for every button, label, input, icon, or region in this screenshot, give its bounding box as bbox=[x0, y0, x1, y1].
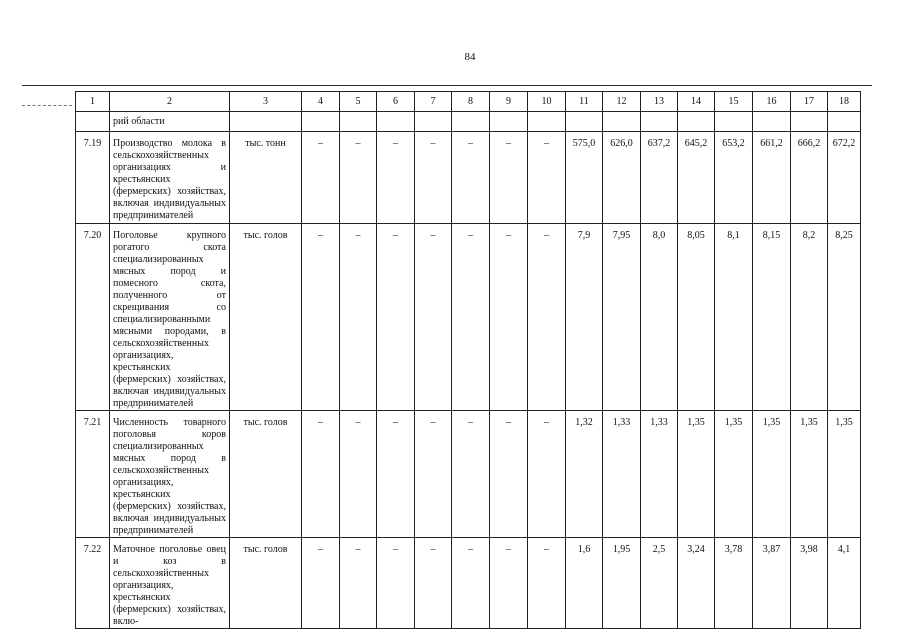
value-cell: – bbox=[415, 538, 452, 629]
cell-empty bbox=[377, 112, 415, 132]
value-cell: – bbox=[415, 411, 452, 538]
value-cell: 4,1 bbox=[828, 538, 861, 629]
table-row bbox=[76, 538, 861, 629]
column-header-15: 15 bbox=[715, 92, 753, 112]
value-cell: – bbox=[340, 132, 377, 224]
value-cell: 1,35 bbox=[828, 411, 861, 538]
value-cell: 645,2 bbox=[678, 132, 715, 224]
row-number: 7.22 bbox=[76, 538, 110, 629]
column-header-10: 10 bbox=[528, 92, 566, 112]
value-cell: – bbox=[340, 538, 377, 629]
cell-empty bbox=[715, 112, 753, 132]
value-cell: 1,33 bbox=[641, 411, 678, 538]
row-number: 7.19 bbox=[76, 132, 110, 224]
indicators-table bbox=[75, 91, 861, 629]
value-cell: 3,87 bbox=[753, 538, 791, 629]
column-header-5: 5 bbox=[340, 92, 377, 112]
value-cell: 1,32 bbox=[566, 411, 603, 538]
value-cell: 3,24 bbox=[678, 538, 715, 629]
value-cell: – bbox=[452, 224, 490, 411]
value-cell: – bbox=[377, 538, 415, 629]
value-cell: – bbox=[415, 224, 452, 411]
cell-empty bbox=[230, 112, 302, 132]
column-header-4: 4 bbox=[302, 92, 340, 112]
cell-empty bbox=[490, 112, 528, 132]
cell-empty bbox=[415, 112, 452, 132]
column-header-12: 12 bbox=[603, 92, 641, 112]
table-row bbox=[76, 224, 861, 411]
value-cell: 1,35 bbox=[715, 411, 753, 538]
value-cell: 637,2 bbox=[641, 132, 678, 224]
cell-empty bbox=[528, 112, 566, 132]
column-header-6: 6 bbox=[377, 92, 415, 112]
row-number: 7.20 bbox=[76, 224, 110, 411]
value-cell: 8,1 bbox=[715, 224, 753, 411]
cell-empty bbox=[340, 112, 377, 132]
cell-empty bbox=[791, 112, 828, 132]
value-cell: – bbox=[490, 538, 528, 629]
value-cell: 7,95 bbox=[603, 224, 641, 411]
value-cell: – bbox=[528, 538, 566, 629]
value-cell: 666,2 bbox=[791, 132, 828, 224]
indicator-name: Поголовье крупного рогатого скота специализированных мясных пород и помесного скота, полученного от скрещивания со специализированными мясными породами, в сельскохозяйственных организациях, крестьянских (фермерских) хозяйствах, включая индивидуальных предпринимателей bbox=[110, 224, 230, 411]
value-cell: 575,0 bbox=[566, 132, 603, 224]
value-cell: 1,95 bbox=[603, 538, 641, 629]
value-cell: – bbox=[452, 132, 490, 224]
value-cell: – bbox=[452, 538, 490, 629]
value-cell: 8,2 bbox=[791, 224, 828, 411]
value-cell: 672,2 bbox=[828, 132, 861, 224]
column-number-header bbox=[76, 92, 861, 112]
column-header-14: 14 bbox=[678, 92, 715, 112]
value-cell: – bbox=[302, 411, 340, 538]
cell-empty bbox=[76, 112, 110, 132]
indicator-name: Численность товарного поголовья коров специализированных мясных пород в сельскохозяйственных организациях, крестьянских (фермерских) хозяйствах, включая индивидуальных предпринимателей bbox=[110, 411, 230, 538]
cell-empty bbox=[678, 112, 715, 132]
column-header-1: 1 bbox=[76, 92, 110, 112]
column-header-7: 7 bbox=[415, 92, 452, 112]
value-cell: 8,25 bbox=[828, 224, 861, 411]
value-cell: – bbox=[528, 411, 566, 538]
indicator-name: Маточное поголовье овец и коз в сельскохозяйственных организациях, крестьянских (фермерских) хозяйствах, вклю- bbox=[110, 538, 230, 629]
column-header-8: 8 bbox=[452, 92, 490, 112]
value-cell: – bbox=[415, 132, 452, 224]
value-cell: 1,6 bbox=[566, 538, 603, 629]
continuation-text: рий области bbox=[110, 112, 230, 132]
value-cell: 1,35 bbox=[753, 411, 791, 538]
value-cell: – bbox=[452, 411, 490, 538]
column-header-13: 13 bbox=[641, 92, 678, 112]
value-cell: 2,5 bbox=[641, 538, 678, 629]
unit-of-measure: тыс. голов bbox=[230, 224, 302, 411]
top-rule bbox=[22, 85, 872, 86]
page-number: 84 bbox=[464, 51, 476, 63]
column-header-16: 16 bbox=[753, 92, 791, 112]
column-header-2: 2 bbox=[110, 92, 230, 112]
column-header-9: 9 bbox=[490, 92, 528, 112]
value-cell: – bbox=[490, 411, 528, 538]
value-cell: – bbox=[340, 411, 377, 538]
cell-empty bbox=[452, 112, 490, 132]
value-cell: – bbox=[490, 224, 528, 411]
value-cell: – bbox=[377, 132, 415, 224]
cell-empty bbox=[566, 112, 603, 132]
value-cell: 3,78 bbox=[715, 538, 753, 629]
unit-of-measure: тыс. голов bbox=[230, 538, 302, 629]
value-cell: – bbox=[302, 538, 340, 629]
value-cell: – bbox=[377, 224, 415, 411]
continuation-row bbox=[76, 112, 861, 132]
value-cell: – bbox=[302, 132, 340, 224]
value-cell: 8,05 bbox=[678, 224, 715, 411]
value-cell: – bbox=[377, 411, 415, 538]
value-cell: 1,35 bbox=[791, 411, 828, 538]
unit-of-measure: тыс. тонн bbox=[230, 132, 302, 224]
column-header-11: 11 bbox=[566, 92, 603, 112]
cell-empty bbox=[828, 112, 861, 132]
value-cell: – bbox=[490, 132, 528, 224]
column-header-17: 17 bbox=[791, 92, 828, 112]
value-cell: – bbox=[302, 224, 340, 411]
value-cell: – bbox=[528, 224, 566, 411]
table-row bbox=[76, 132, 861, 224]
value-cell: 653,2 bbox=[715, 132, 753, 224]
cell-empty bbox=[302, 112, 340, 132]
value-cell: 626,0 bbox=[603, 132, 641, 224]
value-cell: 7,9 bbox=[566, 224, 603, 411]
cell-empty bbox=[603, 112, 641, 132]
cell-empty bbox=[641, 112, 678, 132]
table-row bbox=[76, 411, 861, 538]
dashed-margin-mark bbox=[22, 105, 72, 106]
value-cell: – bbox=[528, 132, 566, 224]
cell-empty bbox=[753, 112, 791, 132]
value-cell: 8,0 bbox=[641, 224, 678, 411]
value-cell: 661,2 bbox=[753, 132, 791, 224]
indicator-name: Производство молока в сельскохозяйственных организациях и крестьянских (фермерских) хозяйствах, включая индивидуальных предпринимателей bbox=[110, 132, 230, 224]
value-cell: 1,35 bbox=[678, 411, 715, 538]
value-cell: 8,15 bbox=[753, 224, 791, 411]
value-cell: 1,33 bbox=[603, 411, 641, 538]
value-cell: – bbox=[340, 224, 377, 411]
unit-of-measure: тыс. голов bbox=[230, 411, 302, 538]
column-header-18: 18 bbox=[828, 92, 861, 112]
column-header-3: 3 bbox=[230, 92, 302, 112]
value-cell: 3,98 bbox=[791, 538, 828, 629]
row-number: 7.21 bbox=[76, 411, 110, 538]
